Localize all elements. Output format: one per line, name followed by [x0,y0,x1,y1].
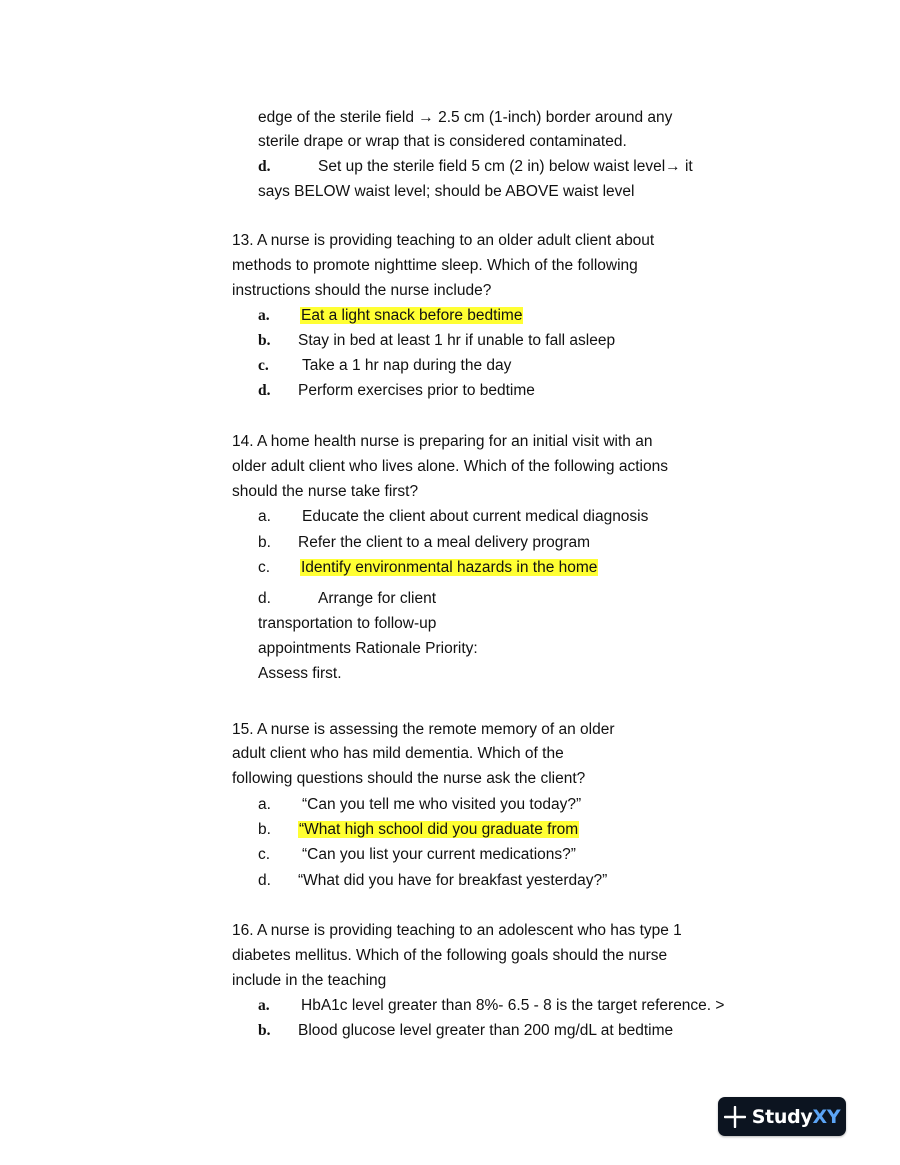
option-text: Perform exercises prior to bedtime [298,382,535,399]
option-text-highlighted [298,820,579,840]
option-letter: d. [258,382,271,399]
text-line: sterile drape or wrap that is considered contaminated. [258,133,627,150]
option-letter: c. [258,357,269,374]
option-letter: b. [258,1022,271,1039]
option-letter: b. [258,534,271,551]
brand-accent: XY [812,1105,841,1128]
question-stem: 16. A nurse is providing teaching to an adolescent who has type 1 [232,922,682,939]
option-text: Arrange for client [318,590,437,607]
question-stem: following questions should the nurse ask the client? [232,770,586,787]
text-line: edge of the sterile field → 2.5 cm (1-inch) border around any [258,109,673,126]
answer-highlight: Eat a light snack before bedtime [301,307,523,324]
answer-highlight: “What high school did you graduate from [299,821,579,838]
studyxy-badge[interactable] [718,1097,846,1136]
option-text: HbA1c level greater than 8%- 6.5 - 8 is the target reference. > [301,997,725,1014]
option-letter: c. [258,846,271,863]
text-line: transportation to follow-up [258,615,437,632]
question-stem: 14. A home health nurse is preparing for an initial visit with an [232,433,653,450]
plus-icon [724,1106,746,1128]
question-stem: adult client who has mild dementia. Which of the [232,745,564,762]
text-line: Assess first. [258,665,342,682]
option-text: “Can you tell me who visited you today?” [302,796,582,813]
option-letter: a. [258,508,271,525]
option-letter: a. [258,997,270,1014]
brand-logo [752,1106,841,1128]
option-text: Blood glucose level greater than 200 mg/dL at bedtime [298,1022,674,1039]
question-stem: should the nurse take first? [232,483,419,500]
answer-highlight: Identify environmental hazards in the home [301,559,598,576]
option-text: Educate the client about current medical diagnosis [302,508,649,525]
text-line: appointments Rationale Priority: [258,640,478,657]
text-line: says BELOW waist level; should be ABOVE waist level [258,183,635,200]
brand-main: Study [751,1105,813,1128]
option-letter: b. [258,821,271,838]
option-letter: d. [258,158,271,175]
option-letter: d. [258,872,271,889]
option-text: Take a 1 hr nap during the day [302,357,512,374]
question-stem: instructions should the nurse include? [232,282,492,299]
option-text: Stay in bed at least 1 hr if unable to fall asleep [298,332,616,349]
question-stem: include in the teaching [232,972,387,989]
option-text-highlighted [300,306,523,326]
option-letter: a. [258,307,270,324]
question-stem: methods to promote nighttime sleep. Which of the following [232,257,638,274]
option-text: “Can you list your current medications?” [302,846,576,863]
question-stem: 13. A nurse is providing teaching to an older adult client about [232,232,655,249]
option-letter: b. [258,332,271,349]
question-stem: diabetes mellitus. Which of the following goals should the nurse [232,947,668,964]
option-text: Set up the sterile field 5 cm (2 in) below waist level→ it [318,158,693,175]
question-stem: older adult client who lives alone. Which of the following actions [232,458,668,475]
option-letter: a. [258,796,271,813]
option-text-highlighted [300,558,598,578]
option-letter: d. [258,590,271,607]
option-text: Refer the client to a meal delivery program [298,534,591,551]
option-text: “What did you have for breakfast yesterday?” [298,872,608,889]
question-stem: 15. A nurse is assessing the remote memory of an older [232,721,615,738]
option-letter: c. [258,559,271,576]
